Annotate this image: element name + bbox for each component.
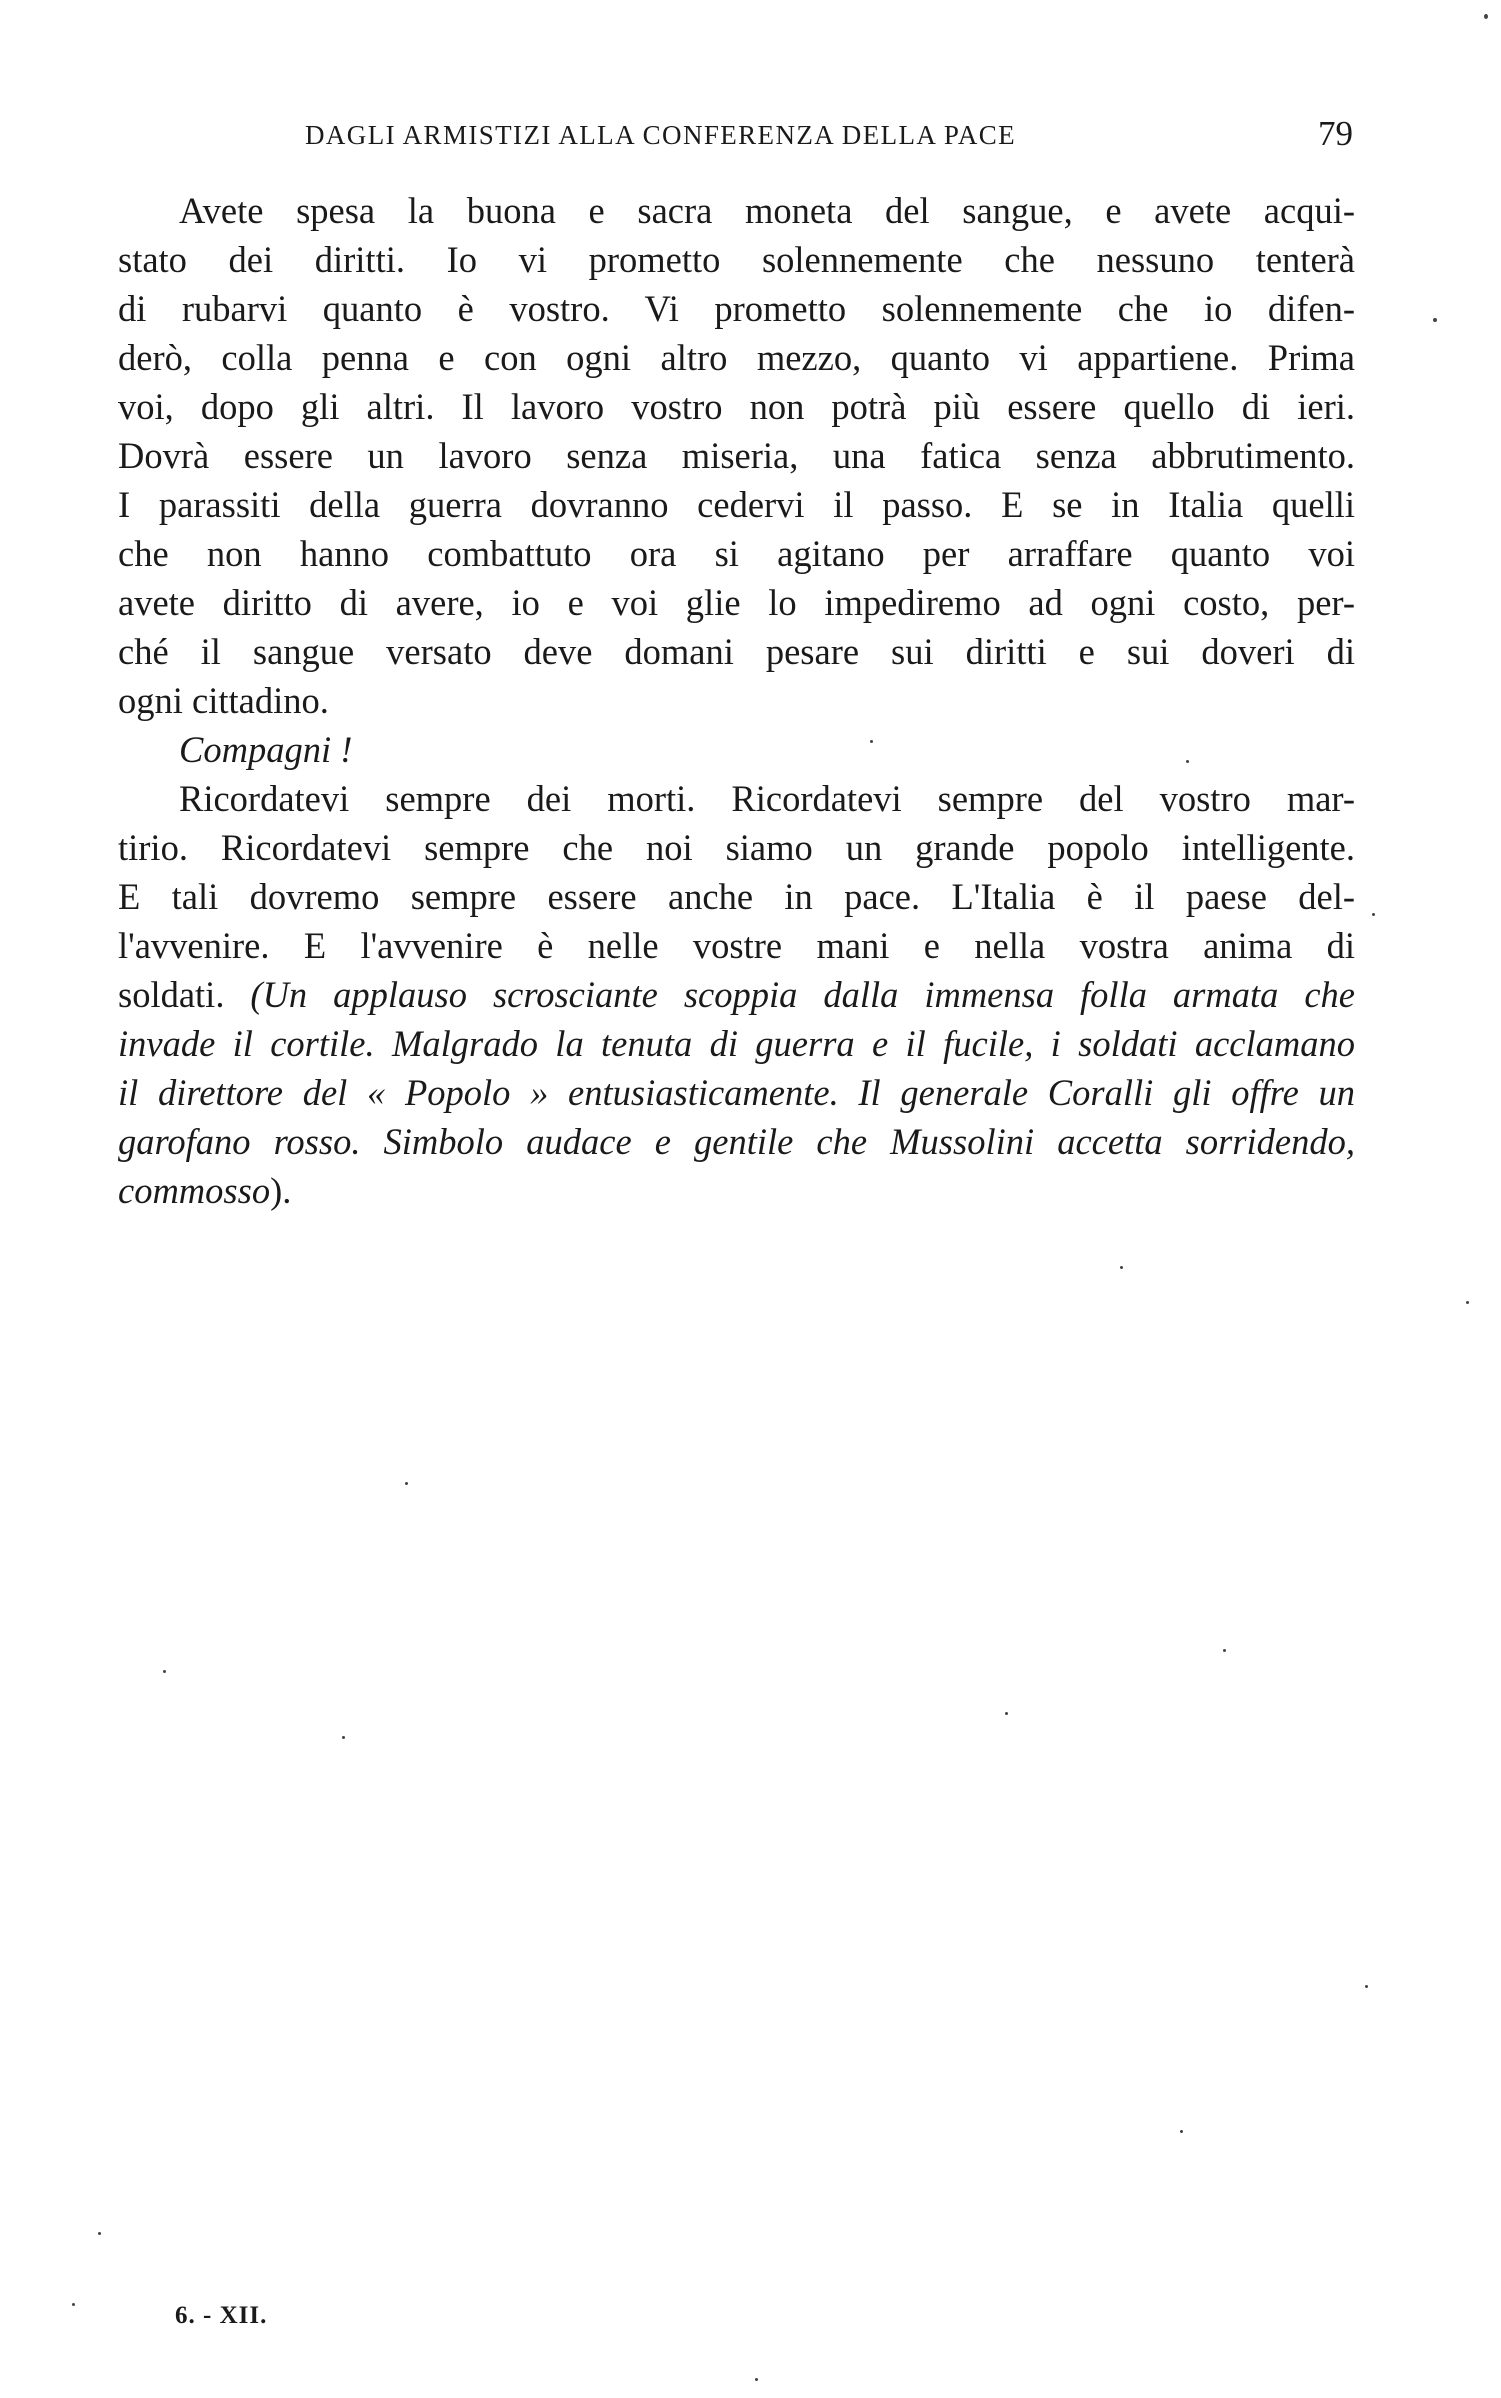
scan-speck <box>1186 760 1189 763</box>
text-line <box>118 1166 1355 1215</box>
scan-speck <box>1120 1266 1123 1269</box>
scan-speck <box>163 1670 166 1673</box>
scan-speck <box>1484 14 1488 19</box>
scan-speck <box>1365 1985 1368 1988</box>
scan-speck <box>342 1736 345 1739</box>
text-line: l'avvenire. E l'avvenire è nelle vostre mani e nella vostra anima di <box>118 925 1355 966</box>
scan-speck <box>755 2378 758 2381</box>
stage-direction: commosso <box>118 1170 271 1211</box>
scan-speck <box>72 2303 75 2306</box>
page-number: 79 <box>1318 114 1353 153</box>
stage-direction: (Un applauso scrosciante scoppia dalla immensa folla armata che <box>250 974 1356 1015</box>
text-line: ché il sangue versato deve domani pesare sui diritti e sui doveri di <box>118 631 1355 672</box>
text-segment: soldati. <box>118 974 225 1015</box>
running-title: DAGLI ARMISTIZI ALLA CONFERENZA DELLA PACE <box>305 120 1017 150</box>
text-line: Dovrà essere un lavoro senza miseria, una fatica senza abbrutimento. <box>118 435 1355 476</box>
text-line: avete diritto di avere, io e voi glie lo impediremo ad ogni costo, per- <box>118 582 1355 623</box>
closing-punctuation: ). <box>270 1170 292 1211</box>
scan-speck <box>1005 1712 1008 1715</box>
scan-speck <box>870 740 873 743</box>
text-line: ogni cittadino. <box>118 680 329 721</box>
text-line: I parassiti della guerra dovranno cedervi il passo. E se in Italia quelli <box>118 484 1355 525</box>
text-line: di rubarvi quanto è vostro. Vi prometto solennemente che io difen- <box>118 288 1355 329</box>
salutation: Compagni ! <box>179 729 353 770</box>
scan-speck <box>1372 913 1375 916</box>
text-line: che non hanno combattuto ora si agitano per arraffare quanto voi <box>118 533 1355 574</box>
text-line: voi, dopo gli altri. Il lavoro vostro non potrà più essere quello di ieri. <box>118 386 1355 427</box>
scan-speck <box>1433 318 1437 322</box>
printer-signature-mark: 6. - XII. <box>175 2302 268 2329</box>
scan-speck <box>405 1482 408 1485</box>
scan-speck <box>1223 1649 1226 1652</box>
stage-direction: garofano rosso. Simbolo audace e gentile che Mussolini accetta sorridendo, <box>118 1121 1355 1162</box>
scan-speck <box>98 2232 101 2235</box>
stage-direction: il direttore del « Popolo » entusiasticamente. Il generale Coralli gli offre un <box>118 1072 1355 1113</box>
text-line: Avete spesa la buona e sacra moneta del sangue, e avete acqui- <box>179 190 1355 231</box>
text-line: derò, colla penna e con ogni altro mezzo, quanto vi appartiene. Prima <box>118 337 1355 378</box>
body-text <box>118 186 1355 1215</box>
text-line: Ricordatevi sempre dei morti. Ricordatevi sempre del vostro mar- <box>179 778 1355 819</box>
text-line <box>118 970 1355 1019</box>
stage-direction: invade il cortile. Malgrado la tenuta di guerra e il fucile, i soldati acclamano <box>118 1023 1355 1064</box>
text-line: tirio. Ricordatevi sempre che noi siamo un grande popolo intelligente. <box>118 827 1355 868</box>
text-line: stato dei diritti. Io vi prometto solennemente che nessuno tenterà <box>118 239 1355 280</box>
scan-speck <box>1180 2130 1183 2133</box>
text-line: E tali dovremo sempre essere anche in pace. L'Italia è il paese del- <box>118 876 1355 917</box>
scan-speck <box>1466 1301 1469 1304</box>
